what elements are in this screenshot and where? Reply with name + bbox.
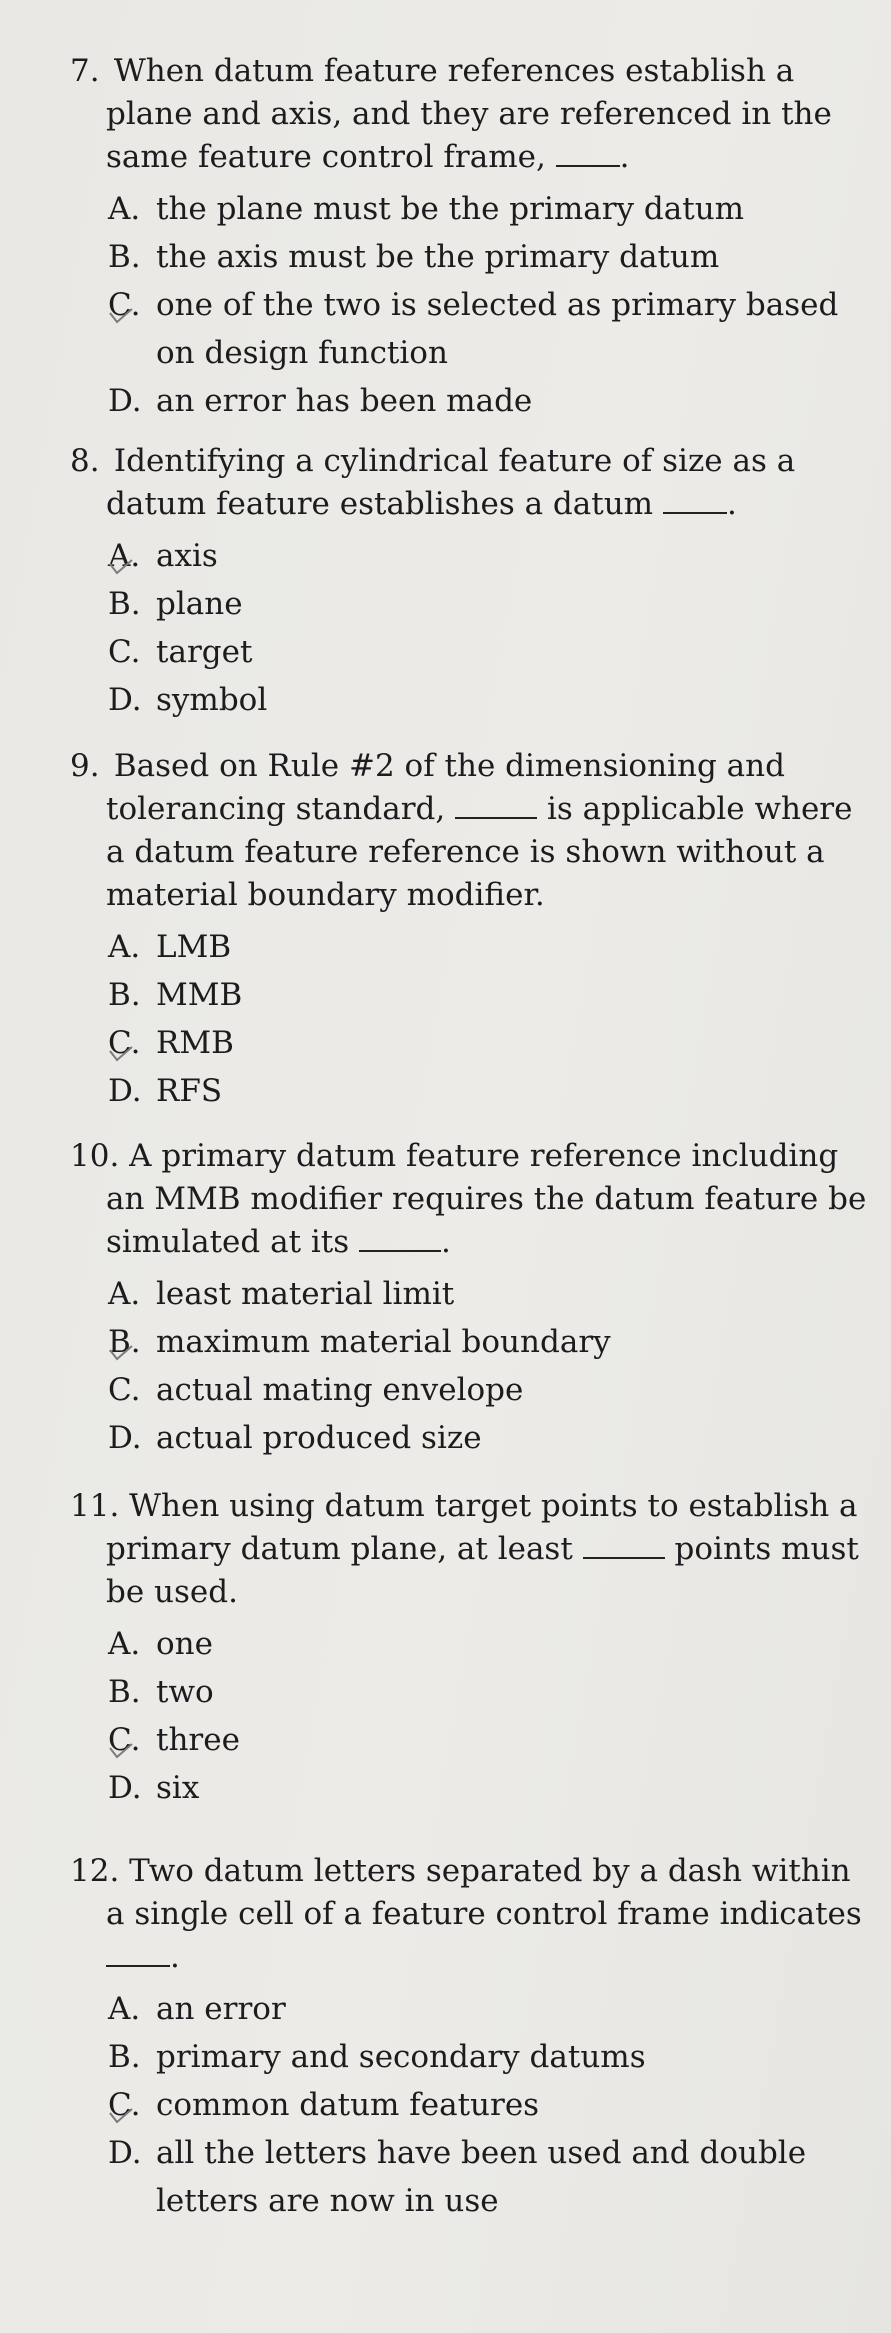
option-a[interactable] <box>70 185 870 233</box>
option-c[interactable] <box>70 2081 870 2129</box>
options-list <box>70 1270 870 1462</box>
option-text: all the letters have been used and double <box>156 2135 807 2171</box>
option-letter: C. <box>108 634 141 670</box>
pencil-check-mark-icon <box>108 558 134 576</box>
option-letter: A. <box>108 929 141 965</box>
question-9 <box>70 745 870 1115</box>
option-letter: D. <box>108 383 142 419</box>
option-a[interactable] <box>70 532 870 580</box>
option-c[interactable] <box>70 281 870 329</box>
option-letter: D. <box>108 1420 142 1456</box>
stem-line: Identifying a cylindrical feature of size as a <box>113 443 796 479</box>
answer-blank <box>359 1222 441 1252</box>
option-a[interactable] <box>70 1620 870 1668</box>
option-d[interactable] <box>70 676 870 724</box>
stem-end: . <box>170 1939 180 1975</box>
question-11 <box>70 1485 870 1812</box>
option-letter: A. <box>108 1276 141 1312</box>
answer-blank <box>556 137 620 167</box>
option-text: MMB <box>156 977 243 1013</box>
options-list <box>70 923 870 1115</box>
option-b[interactable] <box>70 580 870 628</box>
option-letter: B. <box>108 586 141 622</box>
option-text: RMB <box>156 1025 234 1061</box>
question-7 <box>70 50 870 425</box>
option-c[interactable] <box>70 1716 870 1764</box>
option-text: actual mating envelope <box>156 1372 524 1408</box>
option-c[interactable] <box>70 1366 870 1414</box>
option-letter: A. <box>108 191 141 227</box>
answer-blank <box>106 1937 170 1967</box>
option-text: two <box>156 1674 214 1710</box>
option-d[interactable] <box>70 377 870 425</box>
question-number: 9. <box>70 748 100 784</box>
stem-end: . <box>441 1224 451 1260</box>
option-letter: D. <box>108 682 142 718</box>
pencil-check-mark-icon <box>108 2107 134 2125</box>
option-text: RFS <box>156 1073 223 1109</box>
option-letter: B. <box>108 1674 141 1710</box>
question-12 <box>70 1850 870 2225</box>
option-text: one <box>156 1626 213 1662</box>
stem-line: tolerancing standard, <box>106 791 446 827</box>
stem-line: points must <box>674 1531 859 1567</box>
option-text: common datum features <box>156 2087 540 2123</box>
option-text: an error has been made <box>156 383 533 419</box>
option-text: three <box>156 1722 240 1758</box>
option-letter: D. <box>108 2135 142 2171</box>
options-list <box>70 185 870 425</box>
option-text: symbol <box>156 682 268 718</box>
option-text: on design function <box>156 335 448 371</box>
answer-blank <box>583 1529 665 1559</box>
stem-line: simulated at its <box>106 1224 350 1260</box>
option-a[interactable] <box>70 923 870 971</box>
option-d[interactable] <box>70 1067 870 1115</box>
option-letter: B. <box>108 2039 141 2075</box>
stem-line: When datum feature references establish a <box>113 53 795 89</box>
option-letter: C. <box>108 287 141 323</box>
option-letter: D. <box>108 1073 142 1109</box>
stem-end: . <box>619 139 630 175</box>
option-letter: C. <box>108 1025 141 1061</box>
option-d[interactable] <box>70 1414 870 1462</box>
option-text: axis <box>156 538 218 574</box>
option-text: the plane must be the primary datum <box>156 191 745 227</box>
option-b[interactable] <box>70 1318 870 1366</box>
option-b[interactable] <box>70 971 870 1019</box>
option-d-continued <box>70 2177 870 2225</box>
option-letter: C. <box>108 1722 141 1758</box>
option-text: actual produced size <box>156 1420 482 1456</box>
option-a[interactable] <box>70 1985 870 2033</box>
stem-line: A primary datum feature reference including <box>129 1138 839 1174</box>
option-text: target <box>156 634 253 670</box>
option-text: least material limit <box>156 1276 455 1312</box>
option-d[interactable] <box>70 1764 870 1812</box>
option-text: LMB <box>156 929 232 965</box>
stem-line: When using datum target points to establish a <box>129 1488 858 1524</box>
option-letter: A. <box>108 538 141 574</box>
stem-line: material boundary modifier. <box>106 877 545 913</box>
stem-line: plane and axis, and they are referenced in the <box>106 96 832 132</box>
stem-line: datum feature establishes a datum <box>106 486 654 522</box>
option-letter: A. <box>108 1626 141 1662</box>
option-c[interactable] <box>70 628 870 676</box>
option-b[interactable] <box>70 2033 870 2081</box>
stem-line: a datum feature reference is shown without a <box>106 834 825 870</box>
question-stem <box>70 50 870 179</box>
stem-line: Based on Rule #2 of the dimensioning and <box>113 748 785 784</box>
question-stem <box>70 745 870 917</box>
option-c[interactable] <box>70 1019 870 1067</box>
option-text: an error <box>156 1991 286 2027</box>
options-list <box>70 1985 870 2225</box>
option-d[interactable] <box>70 2129 870 2177</box>
options-list <box>70 1620 870 1812</box>
stem-line: an MMB modifier requires the datum feature be <box>106 1181 867 1217</box>
option-letter: A. <box>108 1991 141 2027</box>
question-stem <box>70 1485 870 1614</box>
option-text: letters are now in use <box>156 2183 499 2219</box>
pencil-check-mark-icon <box>108 1344 134 1362</box>
option-b[interactable] <box>70 233 870 281</box>
question-stem <box>70 1850 870 1979</box>
question-10 <box>70 1135 870 1462</box>
stem-line: is applicable where <box>546 791 853 827</box>
answer-blank <box>663 484 727 514</box>
question-number: 11. <box>70 1488 120 1524</box>
option-letter: D. <box>108 1770 142 1806</box>
question-number: 7. <box>70 53 100 89</box>
pencil-check-mark-icon <box>108 1742 134 1760</box>
question-number: 12. <box>70 1853 120 1889</box>
question-stem <box>70 440 870 526</box>
question-8 <box>70 440 870 724</box>
question-number: 10. <box>70 1138 120 1174</box>
option-a[interactable] <box>70 1270 870 1318</box>
question-stem <box>70 1135 870 1264</box>
option-text: six <box>156 1770 200 1806</box>
question-number: 8. <box>70 443 100 479</box>
stem-line: same feature control frame, <box>106 139 546 175</box>
option-text: one of the two is selected as primary based <box>156 287 839 323</box>
option-text: primary and secondary datums <box>156 2039 646 2075</box>
stem-line: primary datum plane, at least <box>106 1531 573 1567</box>
option-letter: C. <box>108 1372 141 1408</box>
stem-end: . <box>726 486 737 522</box>
option-c-continued <box>70 329 870 377</box>
stem-line: a single cell of a feature control frame indicates <box>106 1896 862 1932</box>
option-text: plane <box>156 586 243 622</box>
answer-blank <box>455 789 537 819</box>
pencil-check-mark-icon <box>108 307 134 325</box>
stem-line: Two datum letters separated by a dash within <box>129 1853 851 1889</box>
option-text: the axis must be the primary datum <box>156 239 720 275</box>
stem-line: be used. <box>106 1574 238 1610</box>
option-text: maximum material boundary <box>156 1324 611 1360</box>
pencil-check-mark-icon <box>108 1045 134 1063</box>
option-letter: C. <box>108 2087 141 2123</box>
options-list <box>70 532 870 724</box>
option-letter: B. <box>108 239 141 275</box>
option-b[interactable] <box>70 1668 870 1716</box>
option-letter: B. <box>108 1324 141 1360</box>
option-letter: B. <box>108 977 141 1013</box>
